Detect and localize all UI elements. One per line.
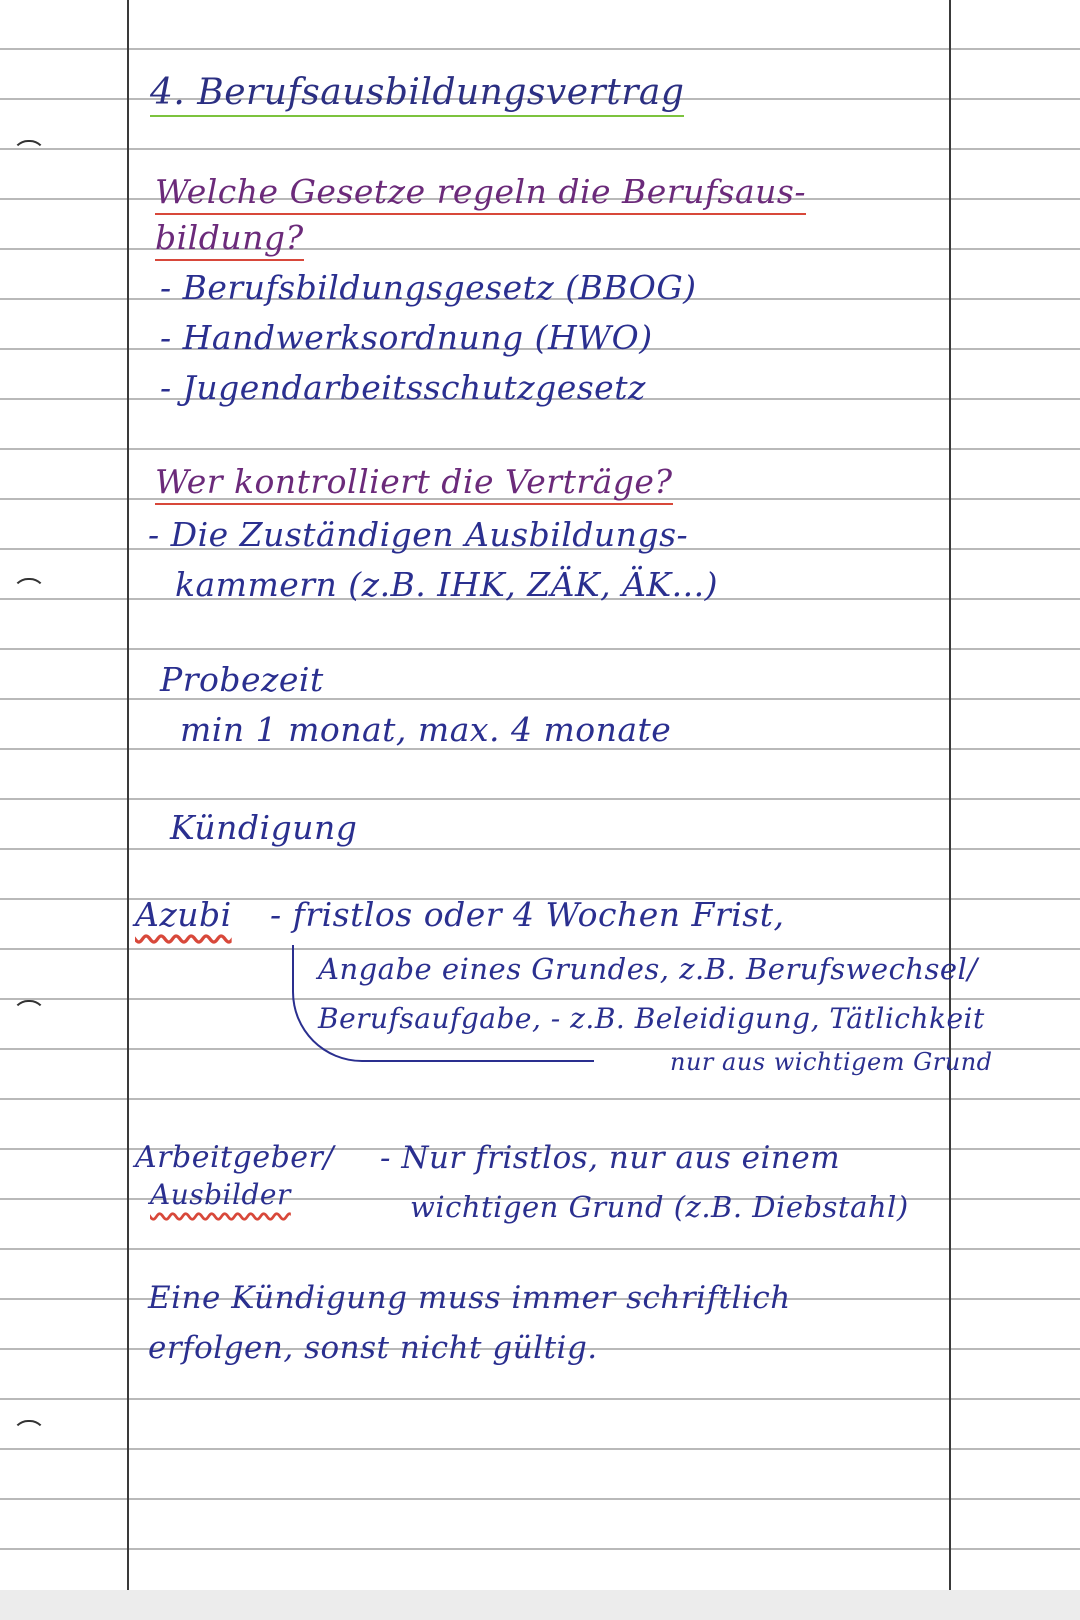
conclusion-line1: Eine Kündigung muss immer schriftlich [148,1280,791,1316]
azubi-line2: Angabe eines Grundes, z.B. Berufswechsel/ [318,952,978,986]
kuendigung-heading: Kündigung [170,808,358,847]
punch-hole-icon [12,578,46,596]
conclusion-line2: erfolgen, sonst nicht gültig. [148,1330,598,1366]
azubi-label: Azubi [135,895,232,934]
punch-hole-icon [12,1000,46,1018]
arbeitgeber-line2: wichtigen Grund (z.B. Diebstahl) [410,1190,909,1224]
punch-hole-icon [12,140,46,158]
control-answer-line1: - Die Zuständigen Ausbildungs- [148,515,689,554]
question-laws-line1: Welche Gesetze regeln die Berufsaus- [155,172,806,215]
law-item: - Jugendarbeitsschutzgesetz [160,368,646,407]
punch-hole-icon [12,1420,46,1438]
azubi-line3: Berufsaufgabe, - z.B. Beleidigung, Tätlichkeit [318,1002,985,1035]
question-laws-line2: bildung? [155,218,304,261]
control-answer-line2: kammern (z.B. IHK, ZÄK, ÄK...) [175,565,718,604]
arbeitgeber-line1: - Nur fristlos, nur aus einem [380,1140,841,1176]
left-margin-line [127,0,129,1590]
note-title: 4. Berufsausbildungsvertrag [150,72,684,117]
azubi-line1: - fristlos oder 4 Wochen Frist, [270,895,785,934]
question-control: Wer kontrolliert die Verträge? [155,462,673,505]
probezeit-text: min 1 monat, max. 4 monate [180,710,672,749]
azubi-line4: nur aus wichtigem Grund [670,1048,993,1076]
right-margin-line [949,0,951,1590]
bottom-strip [0,1590,1080,1620]
law-item: - Berufsbildungsgesetz (BBOG) [160,268,697,307]
arbeitgeber-label-line1: Arbeitgeber/ [135,1140,334,1175]
probezeit-heading: Probezeit [160,660,324,699]
arbeitgeber-label-line2: Ausbilder [150,1178,291,1211]
law-item: - Handwerksordnung (HWO) [160,318,653,357]
